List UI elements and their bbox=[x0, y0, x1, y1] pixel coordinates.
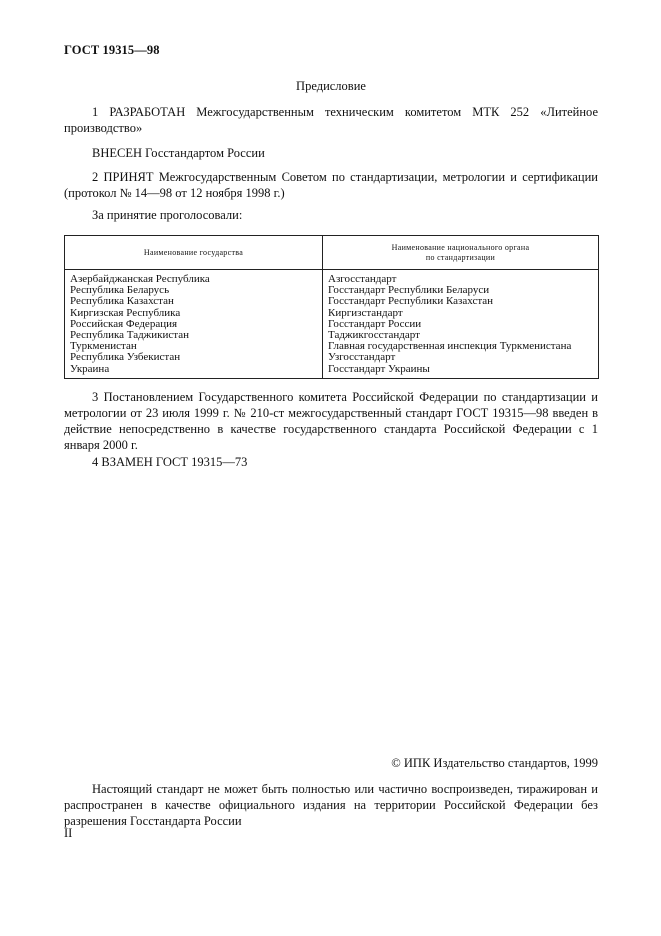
state-name: Республика Казахстан bbox=[65, 296, 323, 307]
standards-body-name: Узгосстандарт bbox=[323, 352, 599, 363]
standards-body-name: Госстандарт России bbox=[323, 319, 599, 330]
voted-paragraph: За принятие проголосовали: bbox=[92, 208, 243, 222]
standards-body-name: Азгосстандарт bbox=[323, 270, 599, 286]
standards-body-name: Главная государственная инспекция Туркменистана bbox=[323, 341, 599, 352]
section-title: Предисловие bbox=[296, 79, 366, 93]
state-name: Азербайджанская Республика bbox=[65, 270, 323, 286]
table-header-row bbox=[65, 236, 599, 270]
state-name: Украина bbox=[65, 364, 323, 379]
state-name: Российская Федерация bbox=[65, 319, 323, 330]
standards-body-header-line1: Наименование национального органа bbox=[391, 242, 530, 252]
state-name: Туркменистан bbox=[65, 341, 323, 352]
developed-paragraph: 1 РАЗРАБОТАН Межгосударственным техническим комитетом МТК 252 «Литейное производство» bbox=[64, 105, 598, 135]
state-name: Республика Таджикистан bbox=[65, 330, 323, 341]
standards-body-name: Таджикгосстандарт bbox=[323, 330, 599, 341]
standards-body-name: Киргизстандарт bbox=[323, 308, 599, 319]
reproduction-notice: Настоящий стандарт не может быть полностью или частично воспроизведен, тиражирован и распространен в качестве официального издания на территории Российской Федерации без разрешения Госстандарта России bbox=[64, 782, 598, 828]
state-name: Республика Узбекистан bbox=[65, 352, 323, 363]
adopted-paragraph: 2 ПРИНЯТ Межгосударственным Советом по стандартизации, метрологии и сертификации (протокол № 14—98 от 12 ноября 1998 г.) bbox=[64, 170, 598, 200]
standards-body-name: Госстандарт Республики Казахстан bbox=[323, 296, 599, 307]
table-row bbox=[65, 296, 599, 307]
copyright-notice: © ИПК Издательство стандартов, 1999 bbox=[391, 756, 598, 770]
standards-body-name: Госстандарт Украины bbox=[323, 364, 599, 379]
state-name: Республика Беларусь bbox=[65, 285, 323, 296]
replaces-paragraph: 4 ВЗАМЕН ГОСТ 19315—73 bbox=[92, 455, 248, 469]
introduced-paragraph: ВНЕСЕН Госстандартом России bbox=[92, 146, 265, 160]
enacted-paragraph: 3 Постановлением Государственного комитета Российской Федерации по стандартизации и метрологии от 23 июля 1999 г. № 210-ст межгосударственный стандарт ГОСТ 19315—98 введен в действие непосредственно в качестве государственного стандарта Российской Федерации с 1 января 2000 г. bbox=[64, 390, 598, 452]
standards-body-header-line2: по стандартизации bbox=[425, 252, 496, 262]
standards-body-column-header bbox=[323, 236, 599, 270]
table-row bbox=[65, 364, 599, 379]
state-name: Киргизская Республика bbox=[65, 308, 323, 319]
page-number: II bbox=[64, 826, 73, 840]
state-column-header: Наименование государства bbox=[65, 236, 323, 270]
document-code: ГОСТ 19315—98 bbox=[64, 43, 160, 57]
table-row bbox=[65, 270, 599, 286]
table-row bbox=[65, 352, 599, 363]
standards-body-name: Госстандарт Республики Беларуси bbox=[323, 285, 599, 296]
member-states-table bbox=[64, 235, 599, 379]
